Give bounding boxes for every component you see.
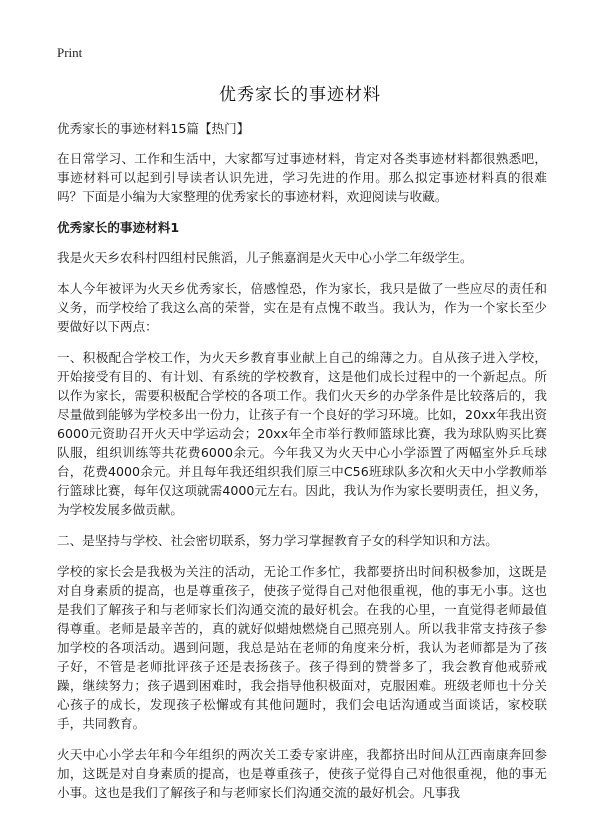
document-subtitle: 优秀家长的事迹材料15篇【热门】 xyxy=(57,121,250,136)
document-body xyxy=(57,119,547,814)
paragraph-1: 我是火天乡农科村四组村民熊滔，儿子熊嘉润是火天中心小学二年级学生。 xyxy=(57,250,473,265)
paragraph-4: 二、是坚持与学校、社会密切联系，努力学习掌握教育子女的科学知识和方法。 xyxy=(57,533,498,548)
print-link[interactable]: Print xyxy=(57,45,83,60)
paragraph-3: 一、积极配合学校工作，为火天乡教育事业献上自己的绵薄之力。自从孩子进入学校，开始接受有目的、有计划、有系统的学校教育，这是他们成长过程中的一个新起点。所以作为家长，需要积极配合学校的各项工作。我们火天乡的办学条件是比较落后的，我尽量做到能够为学校多出一份力，让孩子有一个良好的学习环境。比如，20xx年我出资6000元资助召开火天中学运动会；20xx年全市举行教师篮球比赛，我为球队购买比赛队服，组织训练等共花费6000余元。今年我又为火天中心小学添置了两幅室外乒乓球台，花费4000余元。并且每年我还组织我们原三中C56班球队多次和火天中小学教师举行篮球比赛，每年仅这项就需4000元左右。因此，我认为作为家长要明责任，担义务，为学校发展多做贡献。 xyxy=(57,350,547,517)
paragraph-2: 本人今年被评为火天乡优秀家长，倍感惶恐，作为家长，我只是做了一些应尽的责任和义务，而学校给了我这么高的荣誉，实在是有点愧不敢当。我认为，作为一个家长至少要做好以下两点： xyxy=(57,281,547,334)
page-title: 优秀家长的事迹材料 xyxy=(219,85,381,105)
section-heading: 优秀家长的事迹材料1 xyxy=(57,220,180,235)
paragraph-6: 火天中心小学去年和今年组织的两次关工委专家讲座，我都挤出时间从江西南康奔回参加，这既是对自身素质的提高，也是尊重孩子，使孩子觉得自己对他很重视，他的事无小事。这也是我们了解孩子和与老师家长们沟通交流的最好机会。凡事我 xyxy=(57,747,547,800)
paragraph-5: 学校的家长会是我极为关注的活动，无论工作多忙，我都要挤出时间积极参加，这既是对自身素质的提高，也是尊重孩子，使孩子觉得自己对他很重视，他的事无小事。这也是我们了解孩子和与老师家长们沟通交流的最好机会。在我的心里，一直觉得老师最值得尊重。老师是最辛苦的，真的就好似蜡烛燃烧自己照亮别人。所以我非常支持孩子参加学校的各项活动。遇到问题，我总是站在老师的角度来分析，我认为老师都是为了孩子好，不管是老师批评孩子还是表扬孩子。孩子得到的赞誉多了，我会教育他戒骄戒躁，继续努力；孩子遇到困难时，我会指导他积极面对，克服困难。班级老师也十分关心孩子的成长，发现孩子松懈或有其他问题时，我们会电话沟通或当面谈话，家校联手，共同教育。 xyxy=(57,564,547,731)
intro-paragraph: 在日常学习、工作和生活中，大家都写过事迹材料，肯定对各类事迹材料都很熟悉吧，事迹材料可以起到引导读者认识先进，学习先进的作用。那么拟定事迹材料真的很难吗？下面是小编为大家整理的优秀家长的事迹材料，欢迎阅读与收藏。 xyxy=(57,151,547,204)
